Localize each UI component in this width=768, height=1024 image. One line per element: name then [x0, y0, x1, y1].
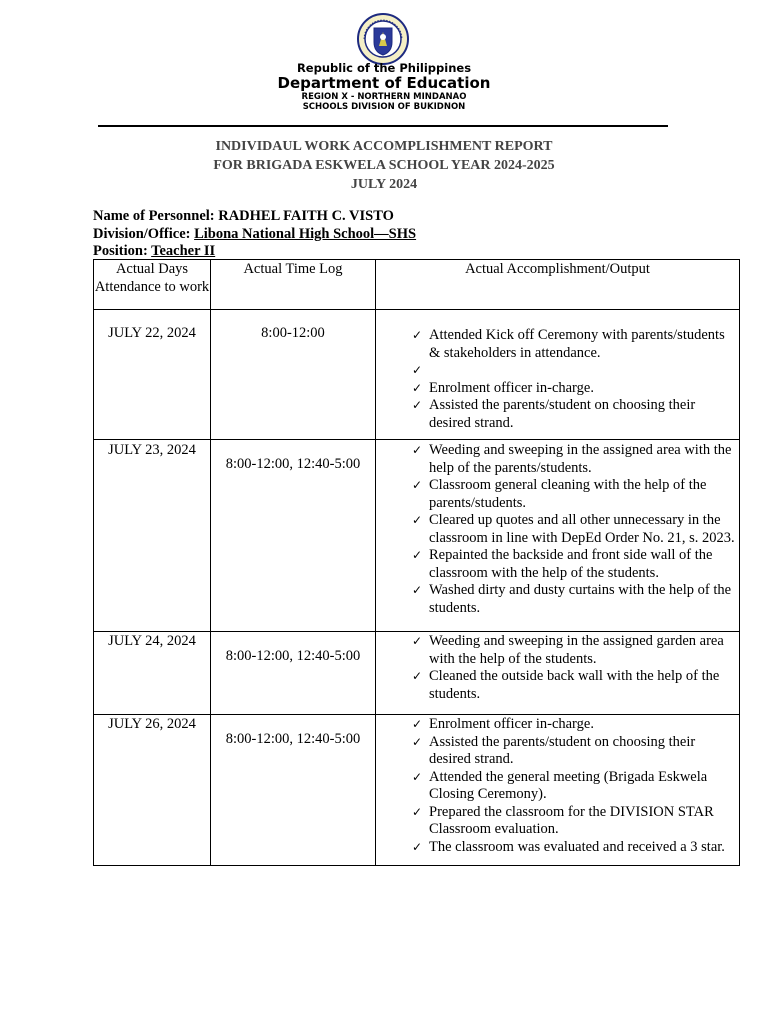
list-item: ✓ Enrolment officer in-charge. [412, 380, 735, 398]
list-item: ✓ Weeding and sweeping in the assigned area with the help of the parents/students. [412, 442, 735, 477]
report-month: JULY 2024 [350, 177, 418, 192]
header-divider [98, 125, 668, 127]
header-accomplishment: Actual Accomplishment/Output [376, 260, 740, 310]
accomplishment-table [93, 259, 740, 866]
row-accomplishments [376, 715, 740, 866]
division-office-line [93, 226, 416, 243]
republic-line: Republic of the Philippines [296, 61, 472, 75]
row-date: JULY 24, 2024 [94, 632, 211, 715]
row-date: JULY 22, 2024 [94, 310, 211, 440]
personnel-name-label: Name of Personnel: [93, 208, 215, 224]
region-line: REGION X - NORTHERN MINDANAO [301, 92, 467, 102]
list-item: ✓ Attended the general meeting (Brigada Eskwela Closing Ceremony). [412, 769, 735, 804]
row-time: 8:00-12:00, 12:40-5:00 [211, 440, 376, 632]
list-item: ✓ The classroom was evaluated and received a 3 star. [412, 839, 735, 857]
row-date: JULY 26, 2024 [94, 715, 211, 866]
row-accomplishments [376, 310, 740, 440]
list-item: ✓ Cleaned the outside back wall with the help of the students. [412, 668, 735, 703]
header-time-log: Actual Time Log [211, 260, 376, 310]
division-office-label: Division/Office: [93, 226, 191, 242]
schools-division-line: SCHOOLS DIVISION OF BUKIDNON [302, 102, 466, 112]
report-subtitle: FOR BRIGADA ESKWELA SCHOOL YEAR 2024-2025 [213, 158, 555, 173]
row-time: 8:00-12:00, 12:40-5:00 [211, 715, 376, 866]
deped-seal [356, 12, 410, 66]
list-item: ✓ Washed dirty and dusty curtains with the help of the students. [412, 582, 735, 617]
list-item: ✓ Enrolment officer in-charge. [412, 716, 735, 734]
table-header-row [94, 260, 740, 310]
list-item: ✓ Classroom general cleaning with the help of the parents/students. [412, 477, 735, 512]
personnel-name-value: RADHEL FAITH C. VISTO [218, 208, 394, 224]
deped-seal-icon [356, 12, 410, 66]
table-row [94, 440, 740, 632]
list-item: ✓ Attended Kick off Ceremony with parents/students & stakeholders in attendance. [412, 327, 735, 362]
list-item: ✓ Cleared up quotes and all other unnecessary in the classroom in line with DepEd Order No. 21, s. 2023. [412, 512, 735, 547]
report-title: INDIVIDAUL WORK ACCOMPLISHMENT REPORT [215, 139, 553, 154]
position-value: Teacher II [151, 243, 216, 259]
list-item [412, 362, 735, 380]
row-accomplishments [376, 440, 740, 632]
list-item: ✓ Prepared the classroom for the DIVISION STAR Classroom evaluation. [412, 804, 735, 839]
row-accomplishments [376, 632, 740, 715]
row-time: 8:00-12:00, 12:40-5:00 [211, 632, 376, 715]
table-row [94, 715, 740, 866]
list-item: ✓ Assisted the parents/student on choosing their desired strand. [412, 397, 735, 432]
position-label: Position: [93, 243, 148, 259]
personnel-name-line [93, 208, 394, 225]
row-date: JULY 23, 2024 [94, 440, 211, 632]
division-office-value: Libona National High School—SHS [194, 226, 417, 242]
list-item: ✓ Weeding and sweeping in the assigned garden area with the help of the students. [412, 633, 735, 668]
row-time: 8:00-12:00 [211, 310, 376, 440]
table-row [94, 310, 740, 440]
list-item: ✓ Repainted the backside and front side wall of the classroom with the help of the students. [412, 547, 735, 582]
header-attendance: Actual Days Attendance to work [94, 260, 211, 310]
list-item: ✓ Assisted the parents/student on choosing their desired strand. [412, 734, 735, 769]
table-row [94, 632, 740, 715]
department-name: Department of Education [277, 74, 491, 92]
position-line [93, 243, 215, 260]
